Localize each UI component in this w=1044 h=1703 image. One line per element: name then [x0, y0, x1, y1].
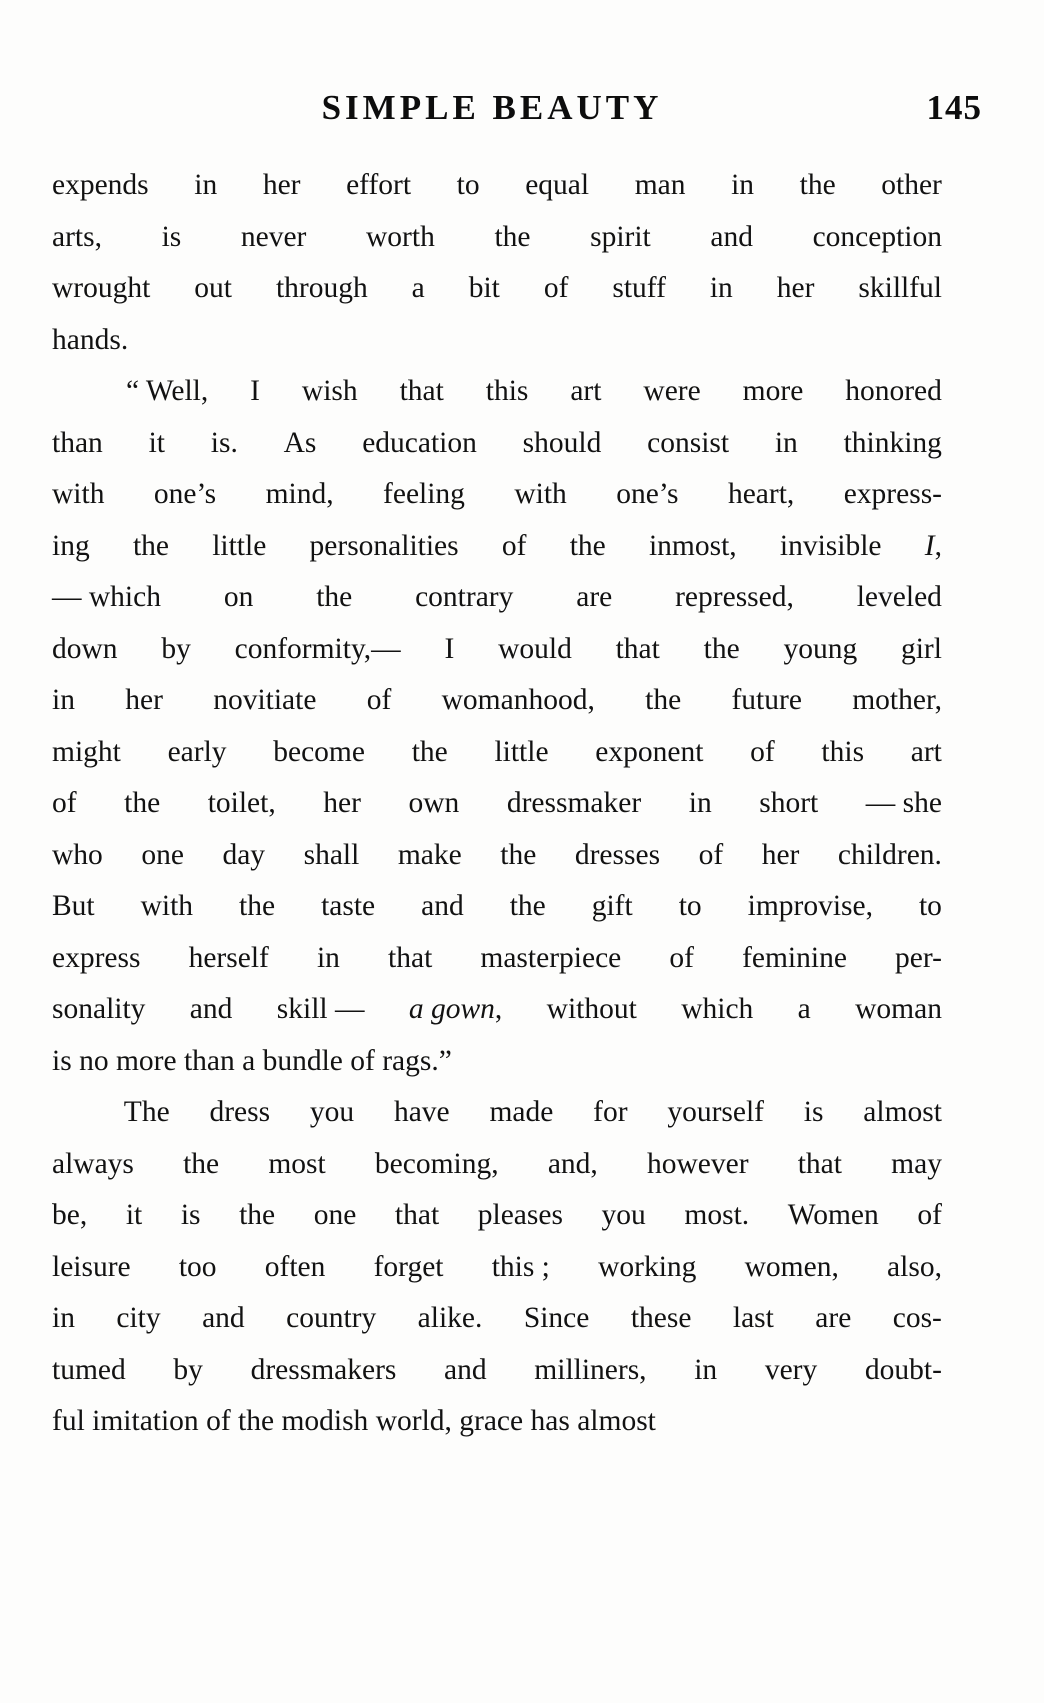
- text-line: [52, 675, 942, 727]
- word: yourself: [667, 1096, 764, 1128]
- word: should: [522, 426, 602, 459]
- word: of: [501, 529, 527, 562]
- word: I,: [924, 529, 942, 562]
- word: working: [598, 1250, 697, 1283]
- word: in: [694, 1353, 718, 1386]
- word: taste: [321, 890, 376, 922]
- word: last: [732, 1302, 774, 1334]
- word: masterpiece: [480, 941, 622, 974]
- text-line: [52, 366, 942, 418]
- word: by: [173, 1353, 203, 1386]
- word: dressmaker: [506, 787, 642, 819]
- word: grace: [451, 1405, 524, 1437]
- word: the: [132, 529, 169, 562]
- word: by: [161, 632, 191, 665]
- word: through: [275, 272, 368, 304]
- word: the: [799, 169, 836, 201]
- word: in: [316, 941, 340, 974]
- word: doubt-: [864, 1353, 942, 1386]
- word: thinking: [843, 426, 942, 459]
- text-line: [52, 469, 942, 521]
- word: a: [797, 993, 811, 1025]
- word: one: [313, 1199, 357, 1231]
- word: the: [230, 1405, 275, 1437]
- word: consist: [647, 426, 730, 459]
- word: country: [286, 1302, 377, 1334]
- word: arts,: [52, 220, 102, 253]
- text-line: [52, 521, 942, 573]
- word: this: [485, 375, 529, 407]
- word: hands.: [52, 323, 129, 356]
- word: and: [189, 993, 233, 1025]
- word: — she: [865, 787, 942, 819]
- word: feminine: [742, 941, 847, 974]
- word: however: [646, 1147, 749, 1180]
- word: you: [309, 1096, 355, 1128]
- word: woman: [855, 993, 942, 1025]
- text-line: [52, 263, 942, 315]
- word: the: [124, 787, 161, 819]
- text-line: [52, 160, 942, 212]
- word: in: [52, 684, 75, 716]
- word: is: [52, 1044, 72, 1077]
- word: children.: [837, 838, 942, 871]
- word: of: [342, 1044, 375, 1077]
- word: a: [411, 272, 425, 304]
- word: becoming,: [374, 1147, 499, 1180]
- word: her: [323, 787, 361, 819]
- word: always: [52, 1147, 134, 1180]
- paragraph-indent: [52, 366, 84, 418]
- word: has: [523, 1405, 570, 1437]
- word: very: [764, 1353, 818, 1386]
- word: with: [52, 478, 105, 510]
- word: gift: [591, 890, 633, 922]
- word: other: [881, 169, 942, 201]
- word: her: [262, 169, 301, 201]
- word: make: [397, 838, 462, 871]
- word: is: [803, 1096, 824, 1128]
- text-line: [52, 1036, 942, 1088]
- word: per-: [895, 941, 942, 974]
- word: also,: [887, 1250, 942, 1283]
- word: to: [678, 890, 702, 922]
- word: down: [52, 632, 118, 665]
- word: bundle: [255, 1044, 343, 1077]
- word: Since: [523, 1302, 590, 1334]
- word: the: [239, 890, 276, 922]
- word: little: [494, 735, 549, 768]
- text-line: [52, 1345, 942, 1397]
- word: the: [494, 220, 531, 253]
- text-line: [52, 1087, 942, 1139]
- word: spirit: [590, 220, 651, 253]
- text-line: [52, 881, 942, 933]
- word: conception: [812, 220, 942, 253]
- word: “ Well,: [125, 375, 209, 407]
- word: wrought: [52, 272, 151, 304]
- word: it: [148, 426, 165, 459]
- word: mother,: [852, 684, 942, 716]
- word: have: [393, 1096, 450, 1128]
- word: that: [399, 375, 444, 407]
- word: Women: [787, 1199, 879, 1231]
- word: — which: [52, 581, 161, 613]
- word: modish: [274, 1405, 369, 1437]
- word: a: [234, 1044, 256, 1077]
- word: that: [797, 1147, 842, 1180]
- word: more: [742, 375, 804, 407]
- word: the: [239, 1199, 276, 1231]
- word: mind,: [265, 478, 334, 510]
- word: sonality: [52, 993, 146, 1025]
- text-line: [52, 984, 942, 1036]
- word: might: [52, 735, 121, 768]
- word: are: [576, 581, 613, 613]
- word: little: [212, 529, 267, 562]
- word: than: [52, 426, 103, 459]
- word: own: [408, 787, 460, 819]
- word: and: [444, 1353, 487, 1386]
- word: exponent: [595, 735, 704, 768]
- word: But: [52, 890, 95, 922]
- word: be,: [52, 1199, 88, 1231]
- word: womanhood,: [441, 684, 595, 716]
- word: forget: [373, 1250, 444, 1283]
- word: city: [116, 1302, 161, 1334]
- word: short: [759, 787, 819, 819]
- word: dresses: [574, 838, 661, 871]
- word: leveled: [856, 581, 942, 613]
- word: art: [910, 735, 942, 768]
- word: a gown,: [408, 993, 503, 1025]
- word: no: [71, 1044, 109, 1077]
- word: her: [776, 272, 815, 304]
- word: skillful: [858, 272, 942, 304]
- paragraph-indent: [52, 1087, 84, 1139]
- word: than: [176, 1044, 235, 1077]
- word: is: [180, 1199, 201, 1231]
- word: her: [761, 838, 800, 871]
- word: most: [268, 1147, 326, 1180]
- word: future: [731, 684, 802, 716]
- word: to: [456, 169, 480, 201]
- word: personalities: [309, 529, 459, 562]
- word: effort: [346, 169, 412, 201]
- word: that: [388, 941, 433, 974]
- word: more: [108, 1044, 177, 1077]
- word: are: [815, 1302, 852, 1334]
- text-line: [52, 778, 942, 830]
- word: in: [688, 787, 712, 819]
- word: the: [645, 684, 682, 716]
- word: day: [222, 838, 266, 871]
- word: bit: [468, 272, 500, 304]
- text-line: [52, 830, 942, 882]
- text-line: [52, 1293, 942, 1345]
- text-line: [52, 212, 942, 264]
- word: toilet,: [207, 787, 276, 819]
- word: would: [498, 632, 572, 665]
- word: rags.”: [374, 1044, 452, 1077]
- word: of: [917, 1199, 942, 1231]
- word: dressmakers: [250, 1353, 397, 1386]
- word: her: [125, 684, 163, 716]
- word: express: [52, 941, 141, 974]
- word: may: [891, 1147, 942, 1180]
- word: become: [273, 735, 365, 768]
- word: repressed,: [675, 581, 794, 613]
- word: never: [240, 220, 307, 253]
- word: most.: [684, 1199, 750, 1231]
- word: you: [601, 1199, 646, 1231]
- page-header: [52, 88, 992, 134]
- word: in: [731, 169, 755, 201]
- word: expends: [52, 169, 149, 201]
- word: and: [710, 220, 753, 253]
- word: The: [123, 1096, 170, 1128]
- word: the: [500, 838, 537, 871]
- word: one’s: [153, 478, 217, 510]
- word: ing: [52, 529, 90, 562]
- word: herself: [188, 941, 269, 974]
- text-line: [52, 1396, 942, 1448]
- word: milliners,: [534, 1353, 647, 1386]
- word: of: [750, 735, 775, 768]
- word: equal: [525, 169, 590, 201]
- word: the: [411, 735, 448, 768]
- word: one: [141, 838, 184, 871]
- word: of: [52, 787, 77, 819]
- word: express-: [843, 478, 942, 510]
- word: with: [140, 890, 194, 922]
- word: is.: [210, 426, 238, 459]
- paragraph: [52, 366, 942, 1087]
- text-line: [52, 315, 942, 367]
- word: almost: [569, 1405, 656, 1437]
- text-line: [52, 1190, 942, 1242]
- word: of: [669, 941, 694, 974]
- word: that: [394, 1199, 440, 1231]
- text-line: [52, 727, 942, 779]
- word: world,: [368, 1405, 452, 1437]
- word: stuff: [612, 272, 666, 304]
- word: invisible: [779, 529, 882, 562]
- word: were: [643, 375, 701, 407]
- word: it: [125, 1199, 143, 1231]
- word: women,: [744, 1250, 839, 1283]
- word: one’s: [616, 478, 679, 510]
- word: inmost,: [648, 529, 737, 562]
- running-title: SIMPLE BEAUTY: [321, 88, 663, 127]
- word: which: [681, 993, 754, 1025]
- text-line: [52, 933, 942, 985]
- word: shall: [303, 838, 360, 871]
- word: skill —: [276, 993, 365, 1025]
- word: heart,: [727, 478, 795, 510]
- word: who: [52, 838, 103, 871]
- word: and: [202, 1302, 245, 1334]
- word: alike.: [417, 1302, 483, 1334]
- word: girl: [900, 632, 942, 665]
- word: on: [223, 581, 254, 613]
- paragraph-list: [52, 160, 942, 1448]
- text-line: [52, 418, 942, 470]
- word: I: [250, 375, 260, 407]
- word: these: [630, 1302, 692, 1334]
- word: for: [593, 1096, 628, 1128]
- word: the: [183, 1147, 220, 1180]
- word: out: [194, 272, 232, 304]
- word: dress: [209, 1096, 271, 1128]
- word: this ;: [491, 1250, 550, 1283]
- word: in: [194, 169, 218, 201]
- word: of: [366, 684, 392, 716]
- paragraph: [52, 160, 942, 366]
- word: almost: [863, 1096, 942, 1128]
- word: the: [509, 890, 546, 922]
- word: As: [283, 426, 317, 459]
- word: worth: [366, 220, 435, 253]
- word: tumed: [52, 1353, 126, 1386]
- word: often: [264, 1250, 326, 1283]
- word: the: [316, 581, 353, 613]
- text-line: [52, 1139, 942, 1191]
- word: too: [178, 1250, 217, 1283]
- page-number: 145: [926, 88, 982, 127]
- text-line: [52, 572, 942, 624]
- word: art: [570, 375, 602, 407]
- word: wish: [301, 375, 358, 407]
- word: in: [709, 272, 733, 304]
- word: in: [774, 426, 798, 459]
- word: this: [821, 735, 865, 768]
- word: feeling: [383, 478, 465, 510]
- word: imitation: [84, 1405, 199, 1437]
- word: without: [546, 993, 637, 1025]
- word: of: [543, 272, 569, 304]
- word: education: [362, 426, 477, 459]
- word: of: [698, 838, 724, 871]
- word: with: [514, 478, 567, 510]
- paragraph: [52, 1087, 942, 1448]
- word: ful: [52, 1405, 85, 1437]
- word: pleases: [477, 1199, 563, 1231]
- word: the: [703, 632, 740, 665]
- word: leisure: [52, 1250, 131, 1283]
- word: conformity,—: [234, 632, 401, 665]
- word: young: [783, 632, 858, 665]
- word: that: [615, 632, 660, 665]
- word: in: [52, 1302, 75, 1334]
- word: the: [569, 529, 606, 562]
- word: improvise,: [747, 890, 873, 922]
- word: of: [198, 1405, 231, 1437]
- text-line: [52, 624, 942, 676]
- text-line: [52, 1242, 942, 1294]
- body-text: [52, 160, 942, 1448]
- word: and: [421, 890, 464, 922]
- word: to: [918, 890, 942, 922]
- word: I: [444, 632, 455, 665]
- word: contrary: [415, 581, 514, 613]
- word: honored: [845, 375, 942, 407]
- word: man: [634, 169, 686, 201]
- word: early: [167, 735, 227, 768]
- word: and,: [547, 1147, 598, 1180]
- word: novitiate: [213, 684, 317, 716]
- word: cos-: [892, 1302, 942, 1334]
- word: made: [489, 1096, 554, 1128]
- word: is: [161, 220, 182, 253]
